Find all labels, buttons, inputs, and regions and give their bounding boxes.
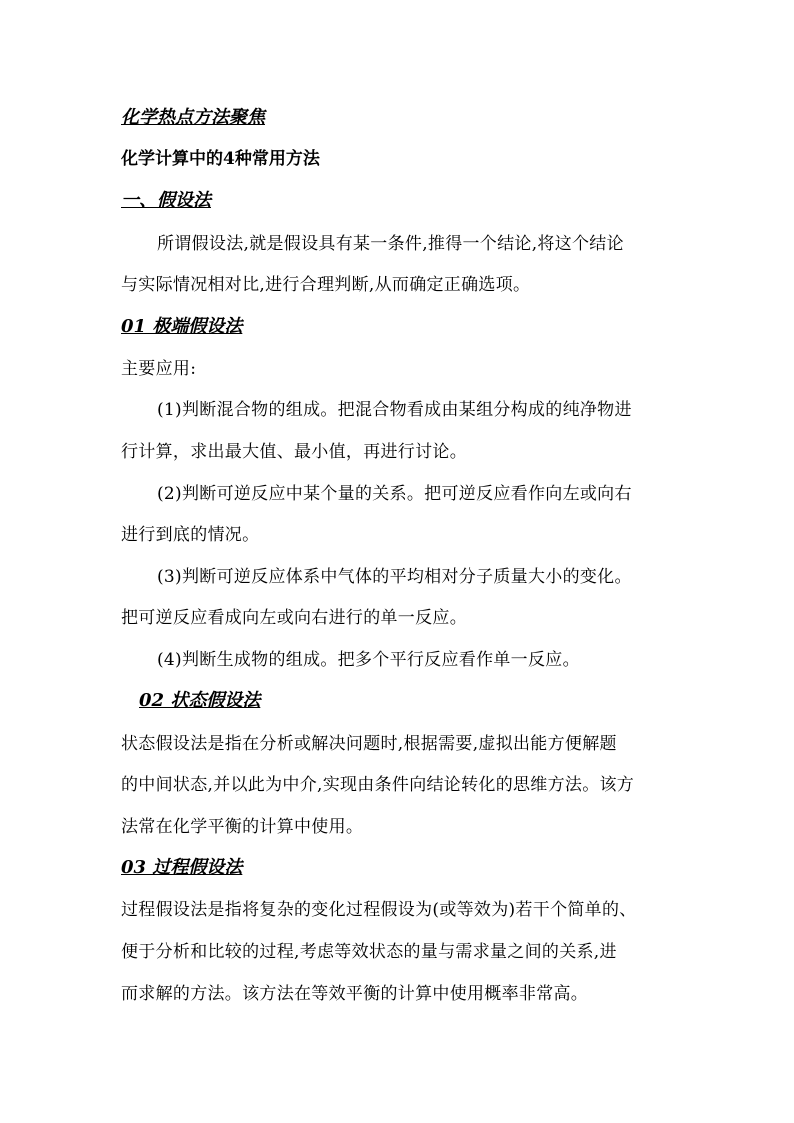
paragraph-line: 与实际情况相对比,进行合理判断,从而确定正确选项。 xyxy=(121,275,531,295)
list-item-line: 把可逆反应看成向左或向右进行的单一反应。 xyxy=(121,608,467,628)
subsection-heading-process: 03 过程假设法 xyxy=(121,857,243,878)
paragraph-line: 法常在化学平衡的计算中使用。 xyxy=(121,817,364,837)
section-heading-assumption: 一、假设法 xyxy=(121,190,211,211)
list-item-line: 行计算，求出最大值、最小值，再进行讨论。 xyxy=(121,442,467,462)
list-item-line: (4)判断生成物的组成。把多个平行反应看作单一反应。 xyxy=(157,650,580,670)
main-applications-label: 主要应用: xyxy=(121,359,197,379)
paragraph-line: 状态假设法是指在分析或解决问题时,根据需要,虚拟出能方便解题 xyxy=(121,734,617,754)
list-item-line: (3)判断可逆反应体系中气体的平均相对分子质量大小的变化。 xyxy=(157,567,632,587)
list-item-line: (1)判断混合物的组成。把混合物看成由某组分构成的纯净物进 xyxy=(157,400,632,420)
subsection-heading-state: 02 状态假设法 xyxy=(139,690,261,711)
paragraph-line: 的中间状态,并以此为中介,实现由条件向结论转化的思维方法。该方 xyxy=(121,775,635,795)
paragraph-line: 便于分析和比较的过程,考虑等效状态的量与需求量之间的关系,进 xyxy=(121,942,617,962)
list-item-line: 进行到底的情况。 xyxy=(121,525,260,545)
paragraph-line: 过程假设法是指将复杂的变化过程假设为(或等效为)若干个简单的、 xyxy=(121,900,637,920)
subsection-heading-extreme: 01 极端假设法 xyxy=(121,316,243,337)
document-subtitle: 化学计算中的4种常用方法 xyxy=(121,149,320,169)
paragraph-line: 而求解的方法。该方法在等效平衡的计算中使用概率非常高。 xyxy=(121,984,589,1004)
list-item-line: (2)判断可逆反应中某个量的关系。把可逆反应看作向左或向右 xyxy=(157,484,632,504)
document-title: 化学热点方法聚焦 xyxy=(121,107,265,128)
paragraph-line: 所谓假设法,就是假设具有某一条件,推得一个结论,将这个结论 xyxy=(157,234,624,254)
